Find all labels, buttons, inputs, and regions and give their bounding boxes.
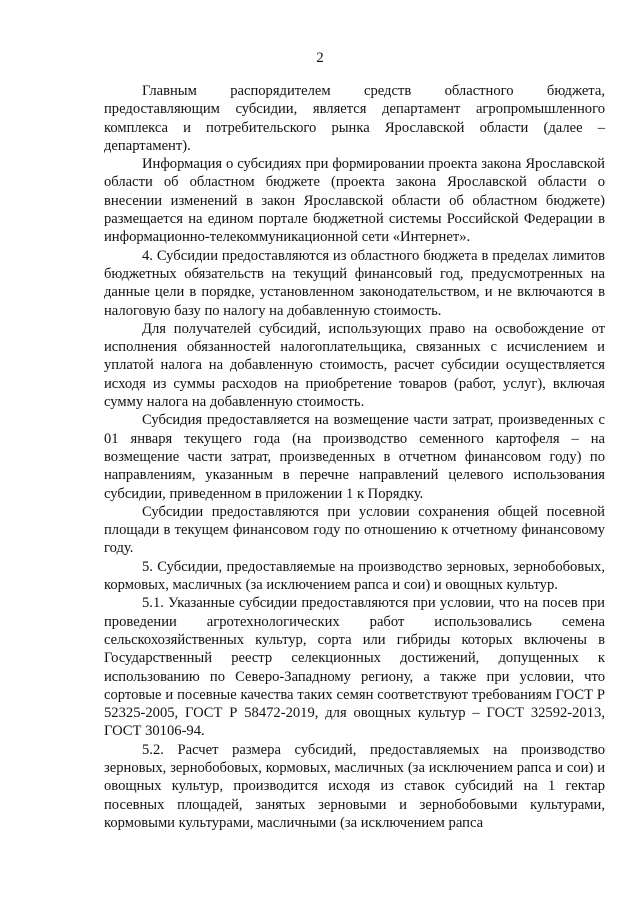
- paragraph-section-5: 5. Субсидии, предоставляемые на производство зерновых, зернобобовых, кормовых, масличных (за исключением рапса и сои) и овощных культур.: [104, 558, 605, 594]
- paragraph-subsidy-info: Информация о субсидиях при формировании проекта закона Ярославской области об областном бюджете (проекта закона Ярославской области о внесении изменений в закон Ярославской области об областном бюджете) размещается на едином портале бюджетной системы Российской Федерации в информационно-телекоммуникационной сети «Интернет».: [104, 156, 605, 246]
- paragraph-cost-reimbursement: Субсидия предоставляется на возмещение части затрат, произведенных с 01 января текущего года (на производство семенного картофеля – на возмещение части затрат, произведенных в отчетном финансовом году) по направлениям, указанным в перечне направлений целевого использования субсидии, приведенном в приложении 1 к Порядку.: [104, 412, 605, 502]
- document-body: [104, 82, 605, 832]
- paragraph-main-manager: Главным распорядителем средств областного бюджета, предоставляющим субсидии, является департамент агропромышленного комплекса и потребительского рынка Ярославской области (далее – департамент).: [104, 83, 605, 154]
- paragraph-section-5-2: 5.2. Расчет размера субсидий, предоставляемых на производство зерновых, зернобобовых, кормовых, масличных (за исключением рапса и сои) и овощных культур, производится исходя из ставок субсидий на 1 гектар посевных площадей, занятых зерновыми и зернобобовыми культурами, кормовыми культурами, масличными (за исключением рапса: [104, 741, 605, 831]
- paragraph-sowing-area-condition: Субсидии предоставляются при условии сохранения общей посевной площади в текущем финансовом году по отношению к отчетному финансовому году.: [104, 503, 605, 557]
- paragraph-section-5-1: 5.1. Указанные субсидии предоставляются при условии, что на посев при проведении агротехнологических работ использовались семена сельскохозяйственных культур, сорта или гибриды которых включены в Государственный реестр селекционных достижений, допущенных к использованию по Северо-Западному региону, а также при условии, что сортовые и посевные качества таких семян соответствуют требованиям ГОСТ Р 52325-2005, ГОСТ Р 58472-2019, для овощных культур – ГОСТ 32592-2013, ГОСТ 30106-94.: [104, 595, 605, 740]
- paragraph-section-4: 4. Субсидии предоставляются из областного бюджета в пределах лимитов бюджетных обязательств на текущий финансовый год, предусмотренных на данные цели в порядке, установленном законодательством, и не включаются в налоговую базу по налогу на добавленную стоимость.: [104, 247, 605, 319]
- page-number: 2: [316, 50, 324, 66]
- paragraph-vat-exemption: Для получателей субсидий, использующих право на освобождение от исполнения обязанностей налогоплательщика, связанных с исчислением и уплатой налога на добавленную стоимость, расчет субсидии осуществляется исходя из суммы расходов на приобретение товаров (работ, услуг), включая сумму налога на добавленную стоимость.: [104, 320, 605, 411]
